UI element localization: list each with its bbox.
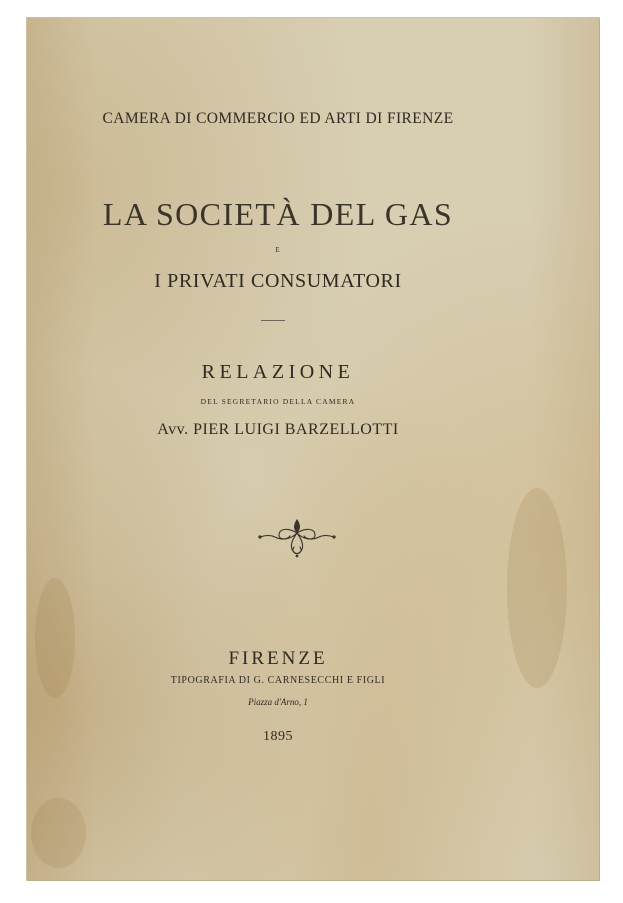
title-conjunction: E xyxy=(275,246,281,254)
issuing-chamber-header: CAMERA DI COMMERCIO ED ARTI DI FIRENZE xyxy=(102,110,454,127)
publication-city: FIRENZE xyxy=(228,648,328,669)
author-name: Avv. PIER LUIGI BARZELLOTTI xyxy=(157,421,399,438)
paper-stain xyxy=(31,798,86,868)
publication-year: 1895 xyxy=(263,729,293,744)
author-role: DEL SEGRETARIO DELLA CAMERA xyxy=(200,397,356,406)
document-page xyxy=(27,18,599,880)
report-label: RELAZIONE xyxy=(201,361,355,383)
printer-address: Piazza d'Arno, 1 xyxy=(248,697,308,707)
title-line-1: LA SOCIETÀ DEL GAS xyxy=(102,196,454,232)
printer-name: TIPOGRAFIA DI G. CARNESECCHI E FIGLI xyxy=(170,675,386,686)
divider-rule xyxy=(261,320,285,321)
title-line-2: I PRIVATI CONSUMATORI xyxy=(154,270,402,292)
fleuron-ornament-icon xyxy=(257,515,337,559)
